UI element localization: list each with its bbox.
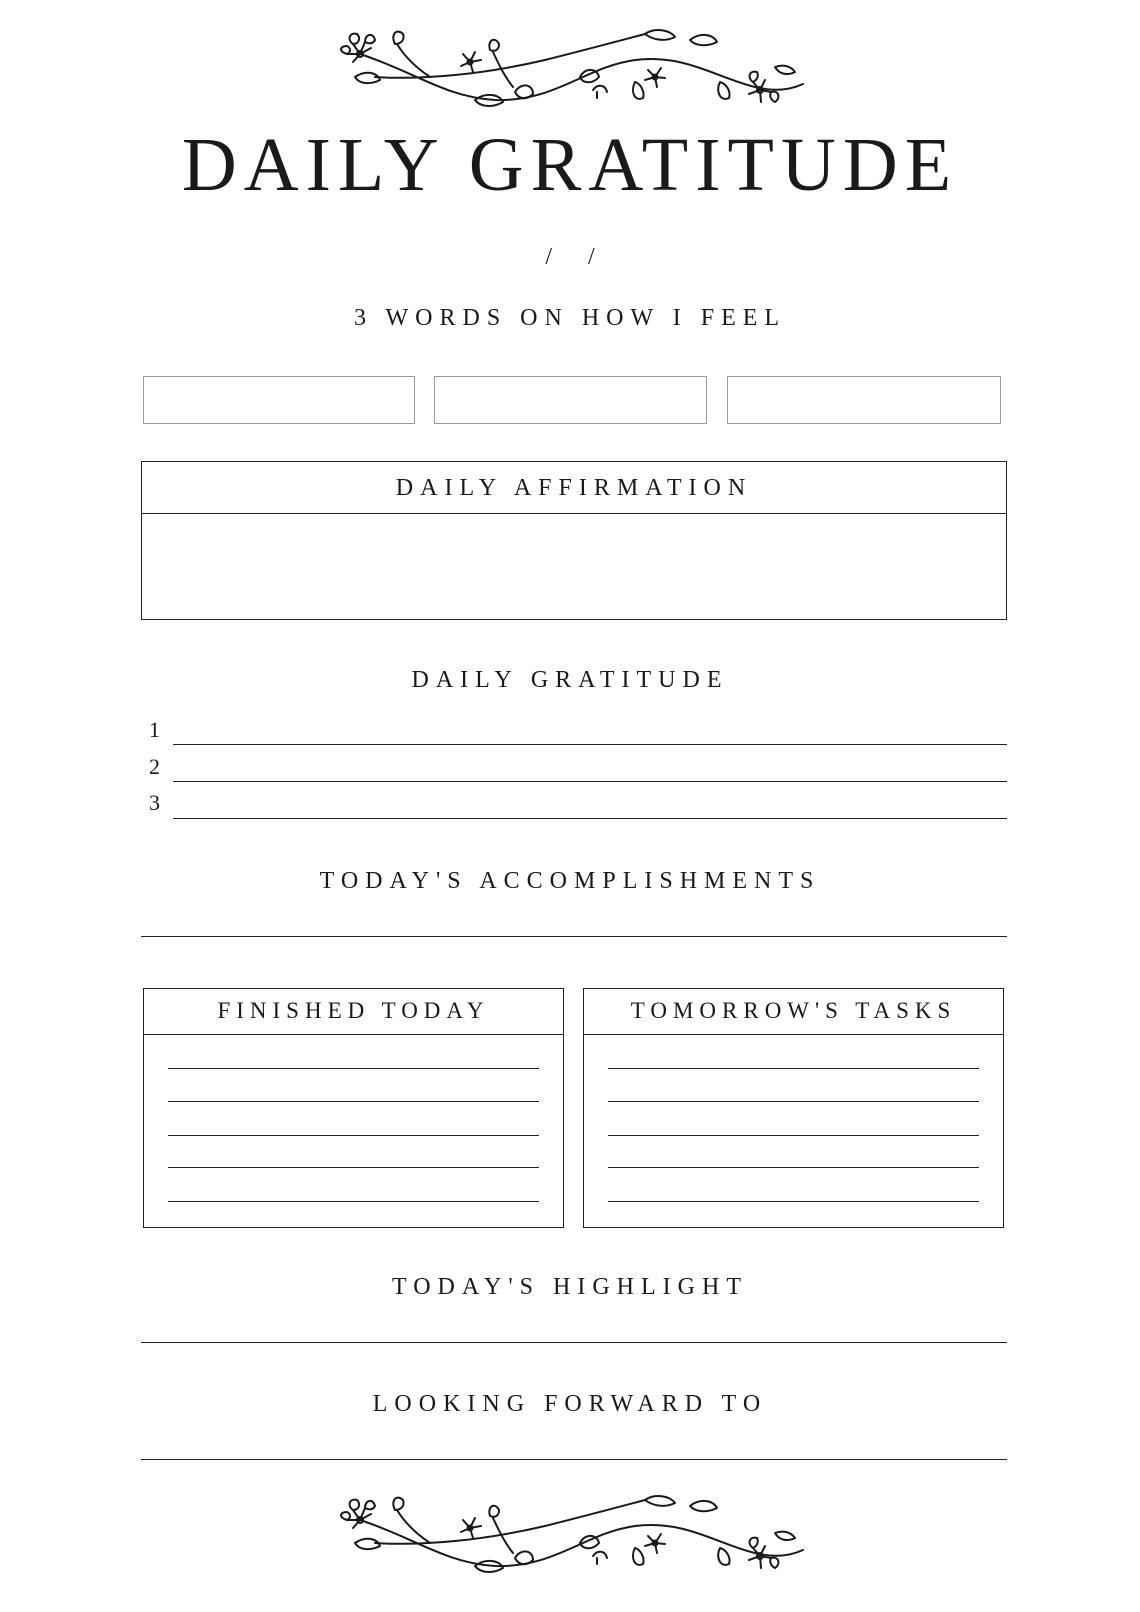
date-field[interactable]: / / [545,244,595,270]
looking-forward-label: LOOKING FORWARD TO [372,1391,768,1417]
tomorrow-line-3[interactable] [608,1135,979,1136]
gratitude-number-2: 2 [149,754,160,779]
accomplishments-line[interactable] [141,936,1007,937]
highlight-line[interactable] [141,1342,1007,1343]
affirmation-box [141,461,1007,620]
finished-today-box [143,988,564,1228]
finished-line-2[interactable] [168,1101,539,1102]
gratitude-line-2[interactable] [173,781,1007,782]
finished-today-label: FINISHED TODAY [144,989,563,1035]
feelings-label: 3 WORDS ON HOW I FEEL [353,305,787,331]
finished-line-5[interactable] [168,1201,539,1202]
tomorrow-tasks-box [583,988,1004,1228]
affirmation-label: DAILY AFFIRMATION [142,462,1006,514]
gratitude-line-3[interactable] [173,818,1007,819]
gratitude-number-3: 3 [149,790,160,815]
tomorrow-line-4[interactable] [608,1167,979,1168]
gratitude-number-1: 1 [149,717,160,742]
tomorrow-line-1[interactable] [608,1068,979,1069]
page-title: DAILY GRATITUDE [181,123,959,207]
floral-vine-bottom-icon [335,1488,805,1578]
feeling-word-box-3[interactable] [727,376,1001,424]
accomplishments-label: TODAY'S ACCOMPLISHMENTS [319,868,821,894]
highlight-label: TODAY'S HIGHLIGHT [392,1274,748,1300]
gratitude-line-1[interactable] [173,744,1007,745]
gratitude-label: DAILY GRATITUDE [411,667,729,693]
feeling-word-box-1[interactable] [143,376,415,424]
finished-line-4[interactable] [168,1167,539,1168]
affirmation-field[interactable] [142,514,1006,618]
finished-line-1[interactable] [168,1068,539,1069]
looking-forward-line[interactable] [141,1459,1007,1460]
tomorrow-tasks-label: TOMORROW'S TASKS [584,989,1003,1035]
feeling-word-box-2[interactable] [434,376,707,424]
finished-line-3[interactable] [168,1135,539,1136]
tomorrow-line-2[interactable] [608,1101,979,1102]
floral-vine-top-icon [335,22,805,112]
tomorrow-line-5[interactable] [608,1201,979,1202]
